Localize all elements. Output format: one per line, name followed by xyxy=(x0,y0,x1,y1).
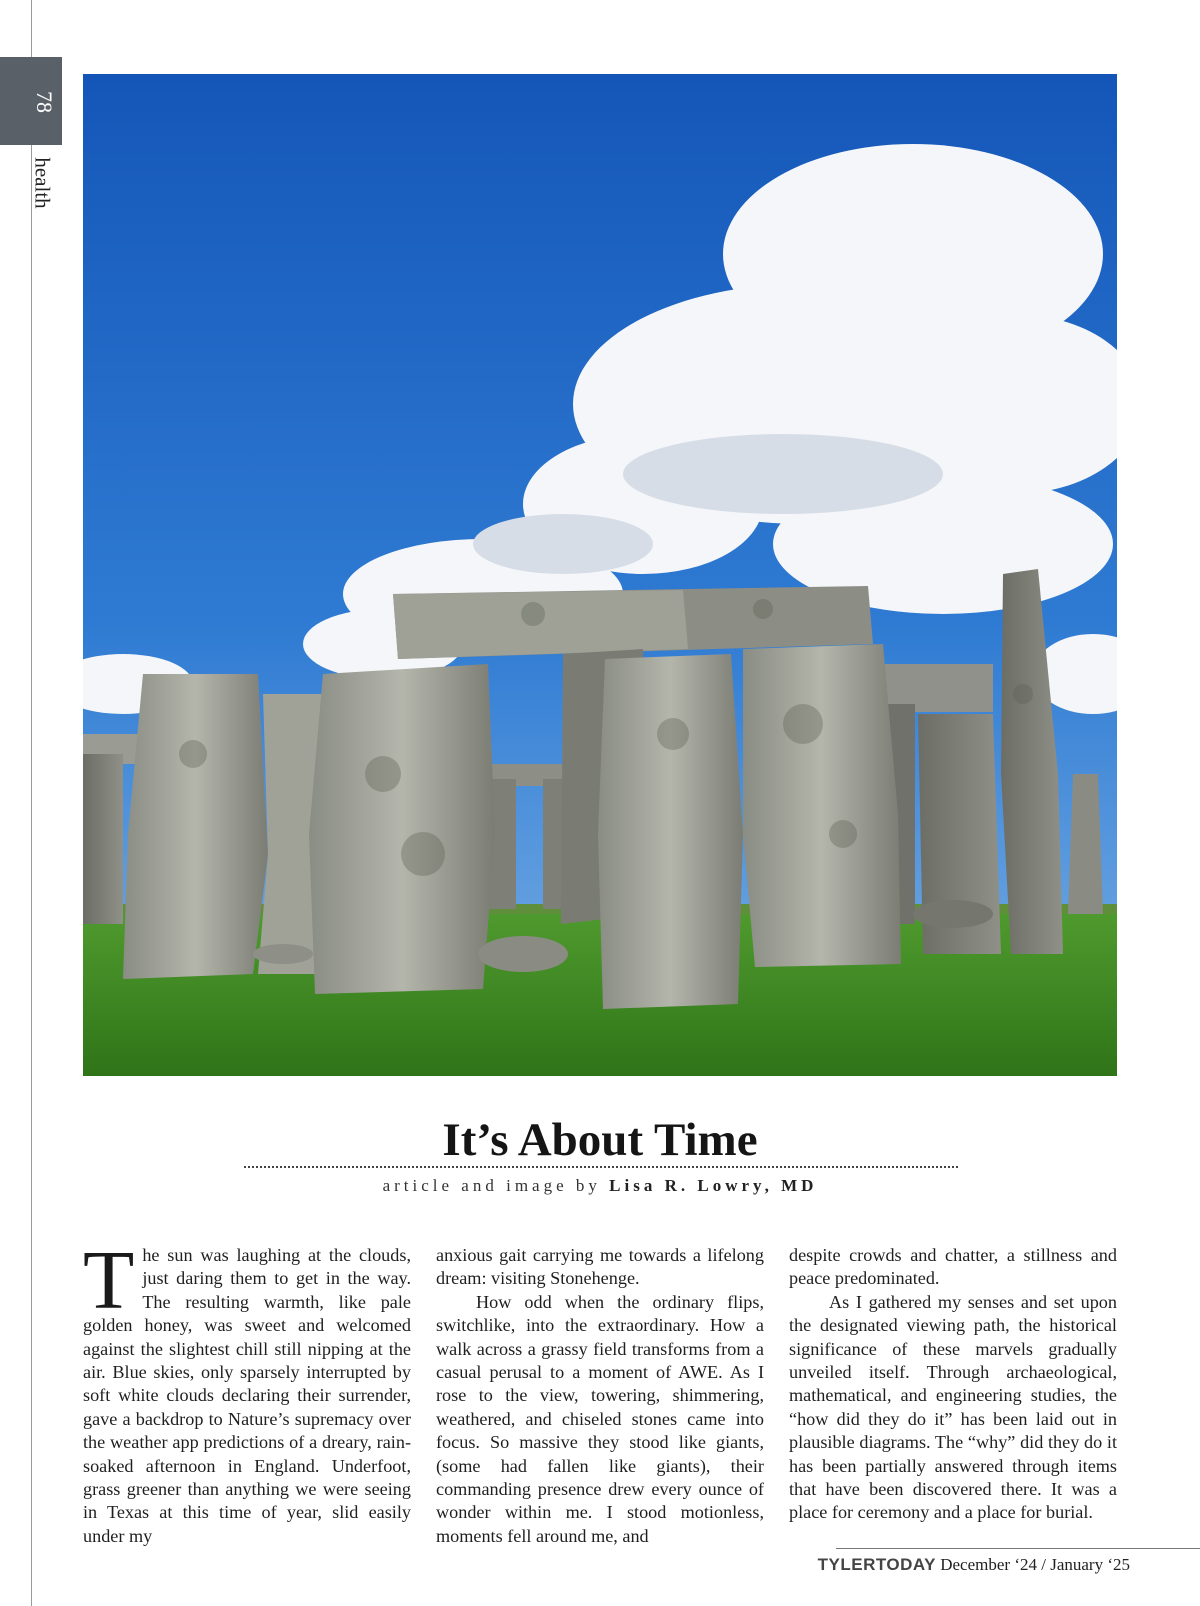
drop-cap: T xyxy=(83,1234,135,1327)
paragraph: despite crowds and chatter, a stillness and peace predominated. xyxy=(789,1245,1117,1289)
footer-rule xyxy=(836,1548,1200,1549)
paragraph: How odd when the ordinary flips, switchlike, into the extraordinary. How a walk across a grassy field transforms from a casual perusal to a moment of AWE. As I rose to the view, towering, shimmering, weathered, and chiseled stones came into focus. So massive they stood like giants, (some had fallen like giants), their commanding presence drew every ounce of wonder within me. I stood motionless, moments fell around me, and xyxy=(436,1291,764,1546)
page-number: 78 xyxy=(32,91,57,113)
article-column-2 xyxy=(436,1244,764,1548)
byline-prefix: article and image by xyxy=(382,1176,601,1195)
article-column-1 xyxy=(83,1234,411,1548)
paragraph: anxious gait carrying me towards a lifelong dream: visiting Stonehenge. xyxy=(436,1245,764,1289)
stonehenge-photo xyxy=(83,74,1117,1076)
section-label: health xyxy=(30,157,55,209)
paragraph: As I gathered my senses and set upon the designated viewing path, the historical significance of these marvels gradually unveiled itself. Through archaeological, mathematical, and engineering studies, the “how did they do it” has been laid out in plausible diagrams. The “why” did they do it has been partially answered through items that have been discovered there. It was a place for ceremony and a place for burial. xyxy=(789,1291,1117,1523)
paragraph: he sun was laughing at the clouds, just daring them to get in the way. The resulting warmth, like pale golden honey, was sweet and welcomed against the slightest chill still nipping at the air. Blue skies, only sparsely interrupted by soft white clouds declaring their surrender, gave a backdrop to Nature’s supremacy over the weather app predictions of a dreary, rain-soaked afternoon in England. Underfoot, grass greener than anything we were seeing in Texas at this time of year, slid easily under my xyxy=(83,1245,411,1546)
page-footer xyxy=(818,1555,1130,1575)
article-title: It’s About Time xyxy=(442,1114,758,1166)
title-divider xyxy=(244,1166,958,1168)
magazine-name: TYLERTODAY xyxy=(817,1555,936,1574)
margin-rule xyxy=(31,0,32,1606)
byline xyxy=(0,1176,1200,1196)
article-column-3 xyxy=(789,1244,1117,1525)
author-name: Lisa R. Lowry, MD xyxy=(609,1176,818,1195)
issue-date: December ‘24 / January ‘25 xyxy=(940,1555,1130,1574)
